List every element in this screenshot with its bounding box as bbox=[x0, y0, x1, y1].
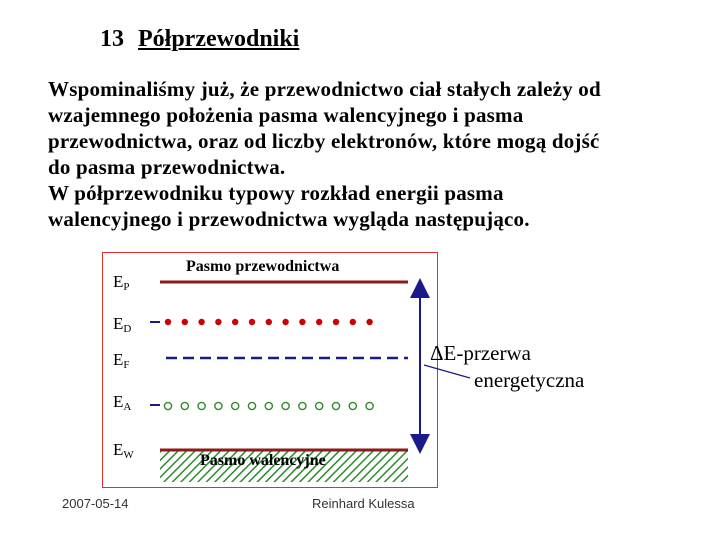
paragraph-line: walencyjnego i przewodnictwa wygląda następująco. bbox=[48, 207, 530, 231]
donor-dot bbox=[366, 319, 372, 325]
acceptor-circle bbox=[366, 402, 373, 409]
level-label-ew: $E_W$ bbox=[113, 440, 134, 461]
paragraph-line: Wspominaliśmy już, że przewodnictwo ciał stałych zależy od bbox=[48, 77, 601, 101]
donor-dot bbox=[215, 319, 221, 325]
slide-title-text: Półprzewodniki bbox=[138, 26, 300, 52]
donor-dot bbox=[299, 319, 305, 325]
donor-dot bbox=[282, 319, 288, 325]
level-label-ep: $E_P$ bbox=[113, 272, 130, 293]
paragraph-line: przewodnictwa, oraz od liczby elektronów, które mogą dojść bbox=[48, 129, 600, 153]
donor-level bbox=[150, 319, 373, 325]
energy-gap-label bbox=[430, 340, 584, 394]
donor-dot bbox=[266, 319, 272, 325]
paragraph-line: do pasma przewodnictwa. bbox=[48, 155, 286, 179]
donor-dots bbox=[165, 319, 373, 325]
donor-dot bbox=[350, 319, 356, 325]
acceptor-level bbox=[150, 402, 373, 409]
level-label-ed: $E_D$ bbox=[113, 314, 132, 335]
donor-dot bbox=[182, 319, 188, 325]
slide-number: 13 bbox=[100, 26, 124, 52]
donor-dot bbox=[316, 319, 322, 325]
acceptor-circle bbox=[316, 402, 323, 409]
footer-date: 2007-05-14 bbox=[62, 496, 129, 511]
footer-author: Reinhard Kulessa bbox=[312, 496, 415, 511]
donor-dot bbox=[333, 319, 339, 325]
energy-gap-label-line1: ΔE-przerwa bbox=[430, 341, 531, 365]
acceptor-circle bbox=[265, 402, 272, 409]
acceptor-circles bbox=[164, 402, 373, 409]
donor-dot bbox=[249, 319, 255, 325]
valence-band-label: Pasmo walencyjne bbox=[200, 452, 326, 469]
acceptor-circle bbox=[164, 402, 171, 409]
acceptor-circle bbox=[248, 402, 255, 409]
energy-gap-label-line2: energetyczna bbox=[474, 368, 585, 392]
acceptor-circle bbox=[349, 402, 356, 409]
acceptor-circle bbox=[332, 402, 339, 409]
acceptor-circle bbox=[282, 402, 289, 409]
level-label-ea: $E_A$ bbox=[113, 392, 132, 413]
acceptor-circle bbox=[181, 402, 188, 409]
donor-dot bbox=[198, 319, 204, 325]
paragraph-line: W półprzewodniku typowy rozkład energii pasma bbox=[48, 181, 504, 205]
acceptor-circle bbox=[198, 402, 205, 409]
acceptor-circle bbox=[232, 402, 239, 409]
conduction-band-label: Pasmo przewodnictwa bbox=[186, 258, 340, 275]
paragraph-line: wzajemnego położenia pasma walencyjnego i pasma bbox=[48, 103, 524, 127]
acceptor-circle bbox=[215, 402, 222, 409]
acceptor-circle bbox=[299, 402, 306, 409]
donor-dot bbox=[232, 319, 238, 325]
level-label-ef: $E_F$ bbox=[113, 350, 130, 371]
donor-dot bbox=[165, 319, 171, 325]
